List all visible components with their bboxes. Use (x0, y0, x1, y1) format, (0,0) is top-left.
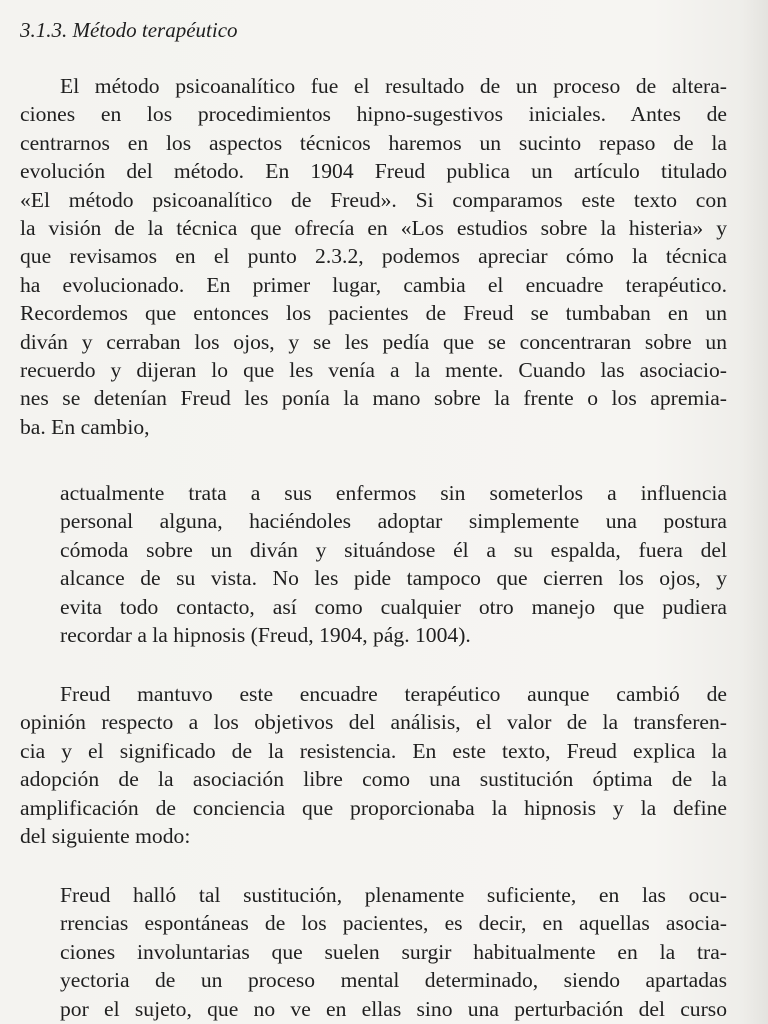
text-line: que revisamos en el punto 2.3.2, podemos apreciar cómo la técnica (20, 244, 727, 269)
quote-line: por el sujeto, que no ve en ellas sino una perturbación del curso (60, 996, 727, 1021)
quote-line: ciones involuntarias que suelen surgir habitualmente en la tra- (60, 939, 727, 964)
quote-line: Freud halló tal sustitución, plenamente suficiente, en las ocu- (60, 883, 727, 907)
body-paragraph (20, 680, 727, 850)
section-heading: 3.1.3. Método terapéutico (20, 18, 238, 42)
quote-line: recordar a la hipnosis (Freud, 1904, pág. 1004). (60, 622, 471, 647)
text-line: opinión respecto a los objetivos del análisis, el valor de la transferen- (20, 710, 727, 735)
page-edge-shadow (742, 0, 768, 1024)
text-line: El método psicoanalítico fue el resultado de un proceso de altera- (60, 74, 727, 98)
text-line: Freud mantuvo este encuadre terapéutico aunque cambió de (60, 682, 727, 706)
text-line: la visión de la técnica que ofrecía en «Los estudios sobre la histeria» y (20, 215, 727, 240)
quote-line: yectoria de un proceso mental determinado, siendo apartadas (60, 968, 727, 993)
quote-line: alcance de su vista. No les pide tampoco que cierren los ojos, y (60, 566, 727, 591)
block-quote (60, 479, 727, 649)
text-line: «El método psicoanalítico de Freud». Si comparamos este texto con (20, 187, 727, 212)
quote-line: personal alguna, haciéndoles adoptar simplemente una postura (60, 509, 727, 534)
text-line: evolución del método. En 1904 Freud publica un artículo titulado (20, 159, 727, 184)
quote-line: actualmente trata a sus enfermos sin someterlos a influencia (60, 481, 727, 505)
text-line: adopción de la asociación libre como una sustitución óptima de la (20, 767, 727, 792)
text-line: recuerdo y dijeran lo que les venía a la mente. Cuando las asociacio- (20, 357, 727, 382)
body-paragraph (20, 72, 727, 441)
text-line: ha evolucionado. En primer lugar, cambia el encuadre terapéutico. (20, 272, 727, 297)
quote-line: evita todo contacto, así como cualquier otro manejo que pudiera (60, 594, 727, 619)
block-quote (60, 881, 727, 1023)
quote-line: rrencias espontáneas de los pacientes, es decir, en aquellas asocia- (60, 911, 727, 936)
text-line: ciones en los procedimientos hipno-sugestivos iniciales. Antes de (20, 102, 727, 127)
text-line: diván y cerraban los ojos, y se les pedía que se concentraran sobre un (20, 329, 727, 354)
text-line: cia y el significado de la resistencia. En este texto, Freud explica la (20, 738, 727, 763)
quote-line: cómoda sobre un diván y situándose él a su espalda, fuera del (60, 537, 727, 562)
text-line: nes se detenían Freud les ponía la mano sobre la frente o los apremia- (20, 386, 727, 411)
text-line: centrarnos en los aspectos técnicos haremos un sucinto repaso de la (20, 130, 727, 155)
text-line: del siguiente modo: (20, 823, 191, 848)
text-line: amplificación de conciencia que proporcionaba la hipnosis y la define (20, 795, 727, 820)
text-line: ba. En cambio, (20, 414, 150, 439)
text-line: Recordemos que entonces los pacientes de Freud se tumbaban en un (20, 301, 727, 326)
